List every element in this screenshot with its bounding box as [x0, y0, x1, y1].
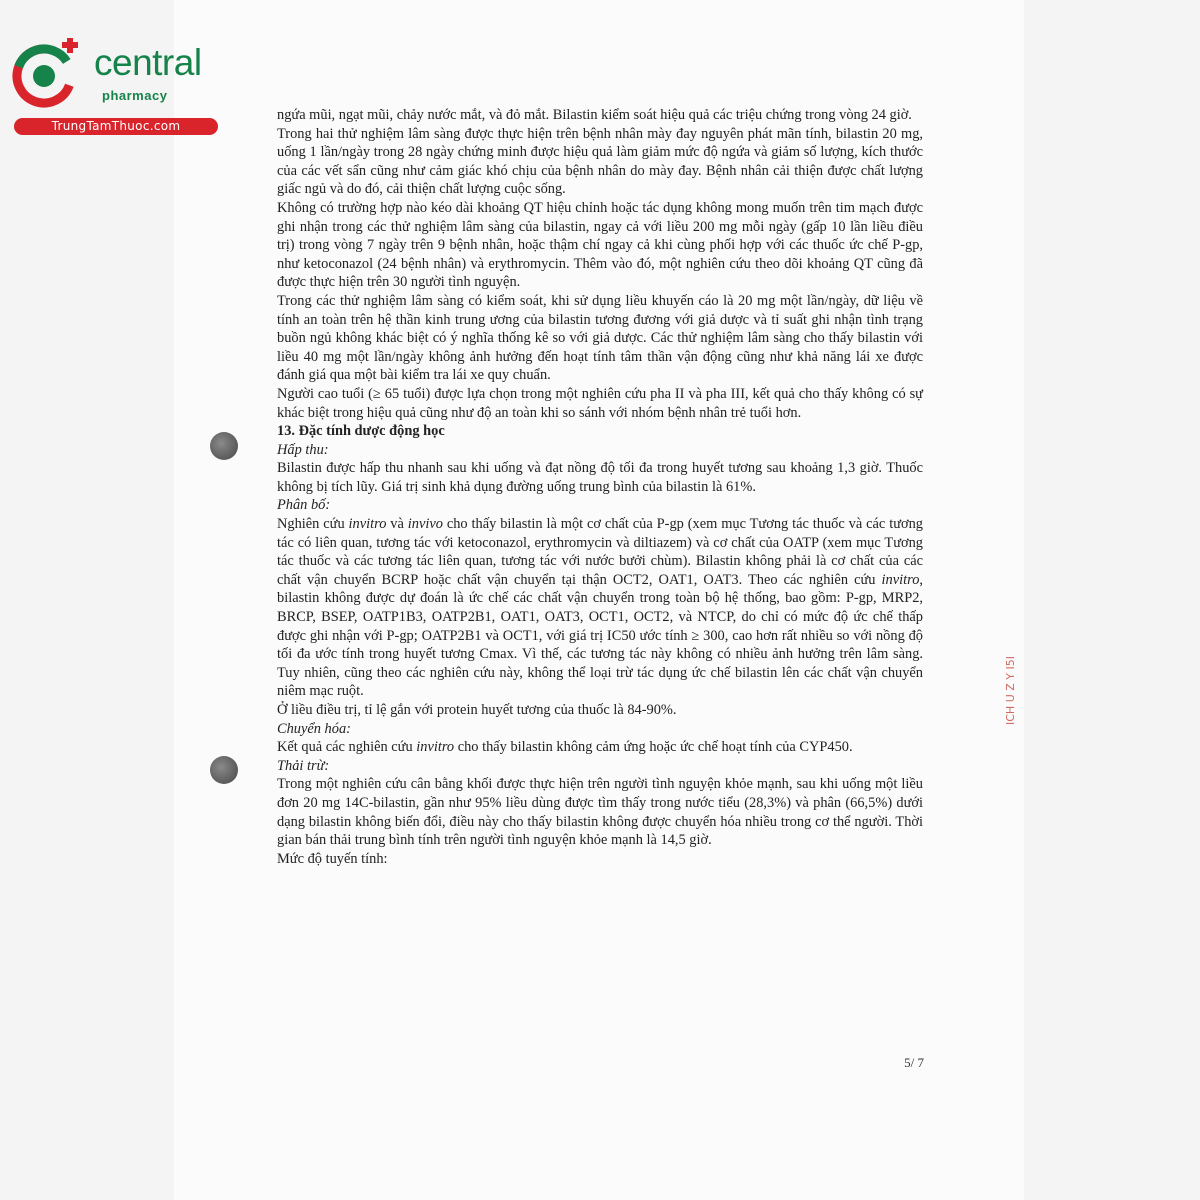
page-number: 5/ 7: [904, 1055, 924, 1070]
text-run: và: [386, 516, 408, 533]
logo-brand-text: central: [94, 42, 202, 83]
subsection-title-metabolism: Chuyển hóa:: [277, 720, 351, 737]
paragraph: Không có trường hợp nào kéo dài khoảng QT hiệu chỉnh hoặc tác dụng không mong muốn trên tim mạch được ghi nhận trong các thử nghiệm lâm sàng của bilastin, ngay cả với liều 200 mg mỗi ngày (gấp 10 lần liều điều trị) trong vòng 7 ngày trên 9 bệnh nhân, hoặc thậm chí ngay cả khi cùng phối hợp với các thuốc ức chế P-gp, như ketoconazol (24 bệnh nhân) và erythromycin. Thêm vào đó, một nghiên cứu theo dõi khoảng QT cũng đã được thực hiện trên 30 người tình nguyện.: [277, 199, 923, 291]
italic-term: invitro: [348, 516, 387, 533]
margin-handwritten-marks: ICH U Z Y I5I: [1004, 656, 1017, 725]
central-pharmacy-logo: [10, 38, 220, 138]
paragraph: ngứa mũi, ngạt mũi, chảy nước mắt, và đỏ mắt. Bilastin kiểm soát hiệu quả các triệu chứng trong vòng 24 giờ.: [277, 107, 912, 123]
subsection-title-distribution: Phân bố:: [277, 497, 331, 514]
text-run: Kết quả các nghiên cứu: [277, 739, 417, 756]
pharmacy-logo-icon: [10, 38, 82, 110]
logo-sub-text: pharmacy: [102, 88, 168, 103]
paragraph-metabolism: [277, 738, 923, 757]
paragraph: Trong các thử nghiệm lâm sàng có kiểm soát, khi sử dụng liều khuyến cáo là 20 mg một lần/ngày, dữ liệu về tính an toàn trên hệ thần kinh trung ương của bilastin tương đương với giả dược và tỉ suất ghi nhận tình trạng buồn ngủ không khác biệt có ý nghĩa thống kê so với giả dược. Các thử nghiệm lâm sàng cho thấy bilastin với liều 40 mg một lần/ngày không ảnh hưởng đến hoạt tính tâm thần vận động cũng như khả năng lái xe được đánh giá qua một bài kiểm tra lái xe quy chuẩn.: [277, 292, 923, 384]
document-body: [277, 106, 923, 868]
italic-term: invitro: [881, 571, 920, 588]
punch-hole-bottom: [210, 756, 238, 784]
subsection-title-elimination: Thải trừ:: [277, 757, 330, 774]
text-run: cho thấy bilastin là một cơ chất của P-gp (xem mục Tương tác thuốc và các tương tác có liên quan, tương tác với ketoconazol, erythromycin và diltiazem) và cơ chất của OATP (xem mục Tương tác thuốc và các tương tác liên quan, tương tác với nước bưởi chùm). Bilastin không phải là cơ chất của các chất vận chuyển BCRP hoặc chất vận chuyển tại thận OCT2, OAT1, OAT3. Theo các nghiên cứu: [277, 516, 923, 588]
italic-term: invitro: [416, 739, 455, 756]
paragraph-elimination: Trong một nghiên cứu cân bằng khối được thực hiện trên người tình nguyện khỏe mạnh, sau khi uống một liều đơn 20 mg 14C-bilastin, gần như 95% liều dùng được tìm thấy trong nước tiểu (28,3%) và phân (66,5%) dưới dạng bilastin không biến đổi, điều này cho thấy bilastin không được chuyển hóa nhiều trong cơ thể người. Thời gian bán thải trung bình tính trên người tình nguyện khỏe mạnh là 14,5 giờ.: [277, 776, 923, 849]
paragraph: Trong hai thử nghiệm lâm sàng được thực hiện trên bệnh nhân mày đay nguyên phát mãn tính, bilastin 20 mg, uống 1 lần/ngày trong 28 ngày chứng minh được hiệu quả làm giảm mức độ ngứa và giảm số lượng, kích thước của các vết sẩn cũng như cảm giác khó chịu của bệnh nhân do mày đay. Bệnh nhân cải thiện được chất lượng giấc ngủ và do đó, cải thiện chất lượng cuộc sống.: [277, 125, 923, 198]
logo-website-ribbon: TrungTamThuoc.com: [14, 118, 218, 135]
italic-term: invivo: [407, 516, 443, 533]
text-run: cho thấy bilastin không cảm ứng hoặc ức chế hoạt tính của CYP450.: [454, 739, 853, 756]
paragraph-distribution: [277, 515, 923, 701]
text-run: , bilastin không được dự đoán là ức chế các chất vận chuyển trong toàn bộ hệ thống, bao gồm: P-gp, MRP2, BRCP, BSEP, OATP1B3, OATP2B1, OAT1, OAT3, OCT1, OCT2, và NTCP, do chỉ có mức độ ức chế thấp được ghi nhận với P-gp; OATP2B1 và OCT1, với giá trị IC50 ước tính ≥ 300, cao hơn rất nhiều so với nồng độ tối đa ước tính trong huyết tương Cmax. Vì thế, các tương tác này không có nhiều ảnh hưởng trên lâm sàng. Tuy nhiên, cũng theo các nghiên cứu này, không thể loại trừ tác dụng ức chế bilastin lên các chất vận chuyển niêm mạc ruột.: [277, 571, 923, 700]
paragraph: Người cao tuổi (≥ 65 tuổi) được lựa chọn trong một nghiên cứu pha II và pha III, kết quả cho thấy không có sự khác biệt trong hiệu quả cũng như độ an toàn khi so sánh với nhóm bệnh nhân trẻ tuổi hơn.: [277, 385, 923, 421]
text-run: Nghiên cứu: [277, 516, 349, 533]
paragraph-protein-binding: Ở liều điều trị, tỉ lệ gắn với protein huyết tương của thuốc là 84-90%.: [277, 702, 677, 718]
paragraph-absorption: Bilastin được hấp thu nhanh sau khi uống và đạt nồng độ tối đa trong huyết tương sau khoảng 1,3 giờ. Thuốc không bị tích lũy. Giá trị sinh khả dụng đường uống trung bình của bilastin là 61%.: [277, 460, 923, 495]
subsection-title-linearity: Mức độ tuyến tính:: [277, 850, 388, 867]
punch-hole-top: [210, 432, 238, 460]
subsection-title-absorption: Hấp thu:: [277, 441, 329, 458]
section-heading: 13. Đặc tính dược động học: [277, 423, 445, 440]
